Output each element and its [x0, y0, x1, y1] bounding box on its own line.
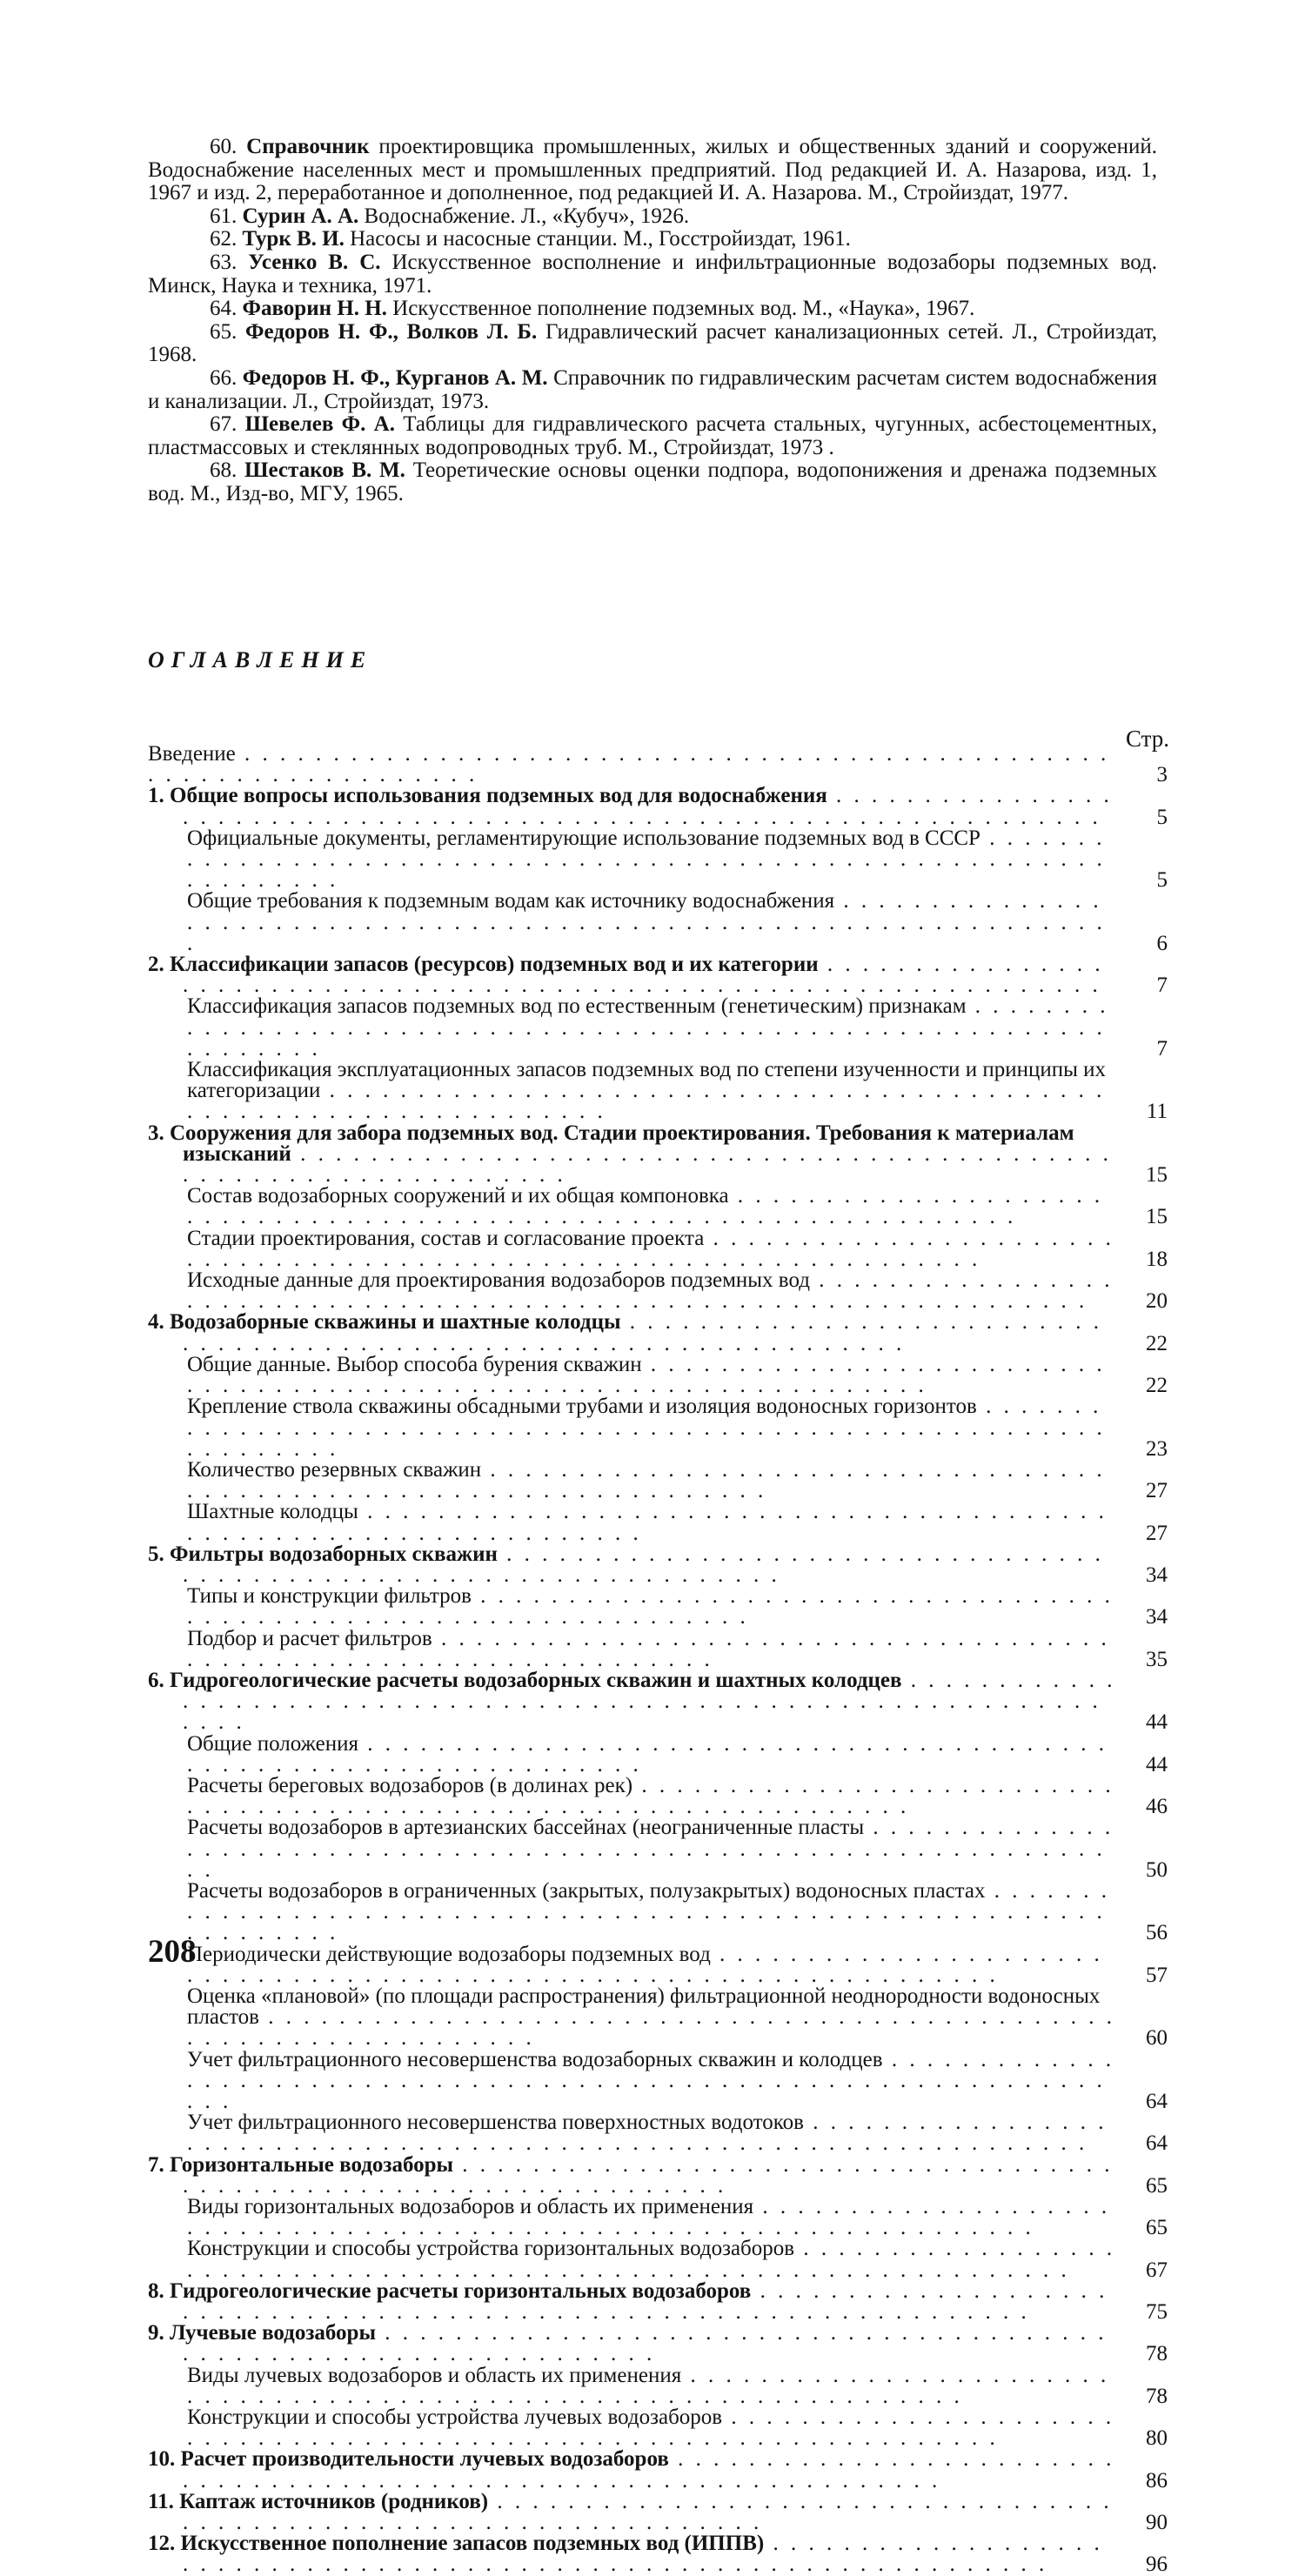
toc-section [148, 891, 1168, 954]
bibliography-list [148, 136, 1157, 506]
toc-chapter [148, 1123, 1168, 1187]
toc-page-number: 27 [1124, 1523, 1168, 1544]
reference-text: Искусственное восполнение и инфильтрационные водозаборы подземных вод. Минск, Наука и техника, 1971. [148, 250, 1157, 298]
toc-section [148, 1626, 1168, 1671]
reference-entry [148, 136, 1157, 205]
reference-text: Справочник по гидравлическим расчетам систем водоснабжения и канализации. Л., Стройиздат, 1973. [148, 365, 1157, 413]
toc-chapter [148, 1670, 1168, 1734]
toc-page-number: 35 [1124, 1649, 1168, 1670]
toc-entry-title: Общие требования к подземным водам как источнику водоснабжения [187, 889, 835, 913]
toc-entry-title: 12. Искусственное пополнение запасов подземных вод (ИППВ) [148, 2532, 765, 2556]
toc-entry-title: Периодически действующие водозаборы подземных вод [187, 1942, 711, 1966]
toc-chapter [148, 2278, 1168, 2325]
toc-entry-title: Оценка «плановой» (по площади распространения) фильтрационной неоднородности водоносных пластов [187, 1984, 1101, 2030]
toc-page-number: 34 [1124, 1565, 1168, 1586]
reference-entry [148, 413, 1157, 459]
toc-entry-title: Классификация запасов подземных вод по естественным (генетическим) признакам [187, 994, 967, 1019]
toc-chapter [148, 954, 1168, 996]
toc-entry-title: 2. Классификации запасов (ресурсов) подземных вод и их категории [148, 953, 819, 977]
toc-entry-title: Расчеты водозаборов в ограниченных (закрытых, полузакрытых) водоносных пластах [187, 1878, 986, 1903]
toc-entry-title: 3. Сооружения для забора подземных вод. Стадии проектирования. Требования к материалам изысканий [148, 1121, 1074, 1166]
reference-text: Гидравлический расчет канализационных сетей. Л., Стройиздат, 1968. [148, 319, 1157, 367]
toc-section [148, 1586, 1168, 1628]
toc-entry-title: Конструкции и способы устройства горизонтальных водозаборов [187, 2237, 795, 2261]
toc-page-number: 60 [1124, 2028, 1168, 2049]
toc-page-number: 75 [1124, 2302, 1168, 2323]
toc-entry-title: Состав водозаборных сооружений и их общая компоновка [187, 1184, 729, 1208]
reference-author: Усенко В. С. [248, 250, 381, 274]
toc-page-number: 64 [1124, 2091, 1168, 2112]
toc-page-number: 18 [1124, 1249, 1168, 1270]
toc-entry-title: Расчеты береговых водозаборов (в долинах рек) [187, 1773, 633, 1797]
toc-section [148, 1817, 1168, 1881]
reference-author: Федоров Н. Ф., Волков Л. Б. [245, 319, 538, 344]
reference-text: Искусственное пополнение подземных вод. М., «Наука», 1967. [386, 297, 975, 321]
dot-leader [187, 2005, 1115, 2050]
toc-chapter [148, 1544, 1168, 1586]
toc-page-number: 80 [1124, 2428, 1168, 2449]
toc-section [148, 1228, 1168, 1270]
toc-section [148, 2365, 1168, 2407]
contents-heading: ОГЛАВЛЕНИЕ [148, 647, 373, 672]
table-of-contents [148, 744, 1168, 2576]
toc-page-number: 65 [1124, 2176, 1168, 2197]
toc-chapter [148, 2449, 1168, 2491]
reference-author: Шевелев Ф. А. [244, 412, 395, 437]
toc-entry-title: Классификация эксплуатационных запасов подземных вод по степени изученности и принципы их категоризации [187, 1058, 1107, 1103]
toc-section [148, 996, 1168, 1060]
toc-section [148, 2047, 1168, 2113]
toc-entry-title: 6. Гидрогеологические расчеты водозаборных скважин и шахтных колодцев [148, 1668, 902, 1692]
toc-page-number: 15 [1124, 1165, 1168, 1186]
toc-page-number: 90 [1124, 2512, 1168, 2533]
reference-author: Справочник [246, 135, 370, 158]
toc-page-number: 96 [1124, 2554, 1168, 2575]
reference-number: 67. [210, 412, 238, 437]
reference-number: 64. [210, 297, 238, 321]
toc-page-number: 64 [1124, 2133, 1168, 2154]
toc-section [148, 1731, 1168, 1776]
reference-author: Сурин А. А. [242, 204, 359, 228]
reference-number: 66. [210, 365, 238, 390]
page-column-header: Стр. [1125, 726, 1169, 752]
toc-page-number: 86 [1124, 2471, 1168, 2492]
toc-section [148, 1060, 1168, 1123]
toc-entry-title: 7. Горизонтальные водозаборы [148, 2152, 454, 2177]
toc-entry-title: Крепление ствола скважины обсадными трубами и изоляция водоносных горизонтов [187, 1395, 977, 1419]
toc-entry-title: Шахтные колодцы [187, 1500, 358, 1524]
toc-section [148, 1502, 1168, 1543]
toc-entry-title: 1. Общие вопросы использования подземных вод для водоснабжения [148, 784, 827, 808]
reference-text: Теоретические основы оценки подпора, водопонижения и дренажа подземных вод. М., Изд-во, МГУ, 1965. [148, 458, 1158, 505]
toc-chapter [148, 2489, 1168, 2535]
toc-intro [148, 744, 1168, 786]
toc-section [148, 2238, 1168, 2280]
reference-entry [148, 298, 1157, 321]
reference-number: 63. [210, 250, 238, 274]
toc-page-number: 56 [1124, 1923, 1168, 1944]
reference-number: 60. [210, 135, 238, 158]
toc-page-number: 27 [1124, 1481, 1168, 1502]
toc-chapter [148, 2533, 1168, 2575]
reference-author: Фаворин Н. Н. [242, 297, 387, 321]
toc-page-number: 15 [1124, 1207, 1168, 1228]
toc-entry-title: Подбор и расчет фильтров [187, 1626, 432, 1650]
reference-entry [148, 205, 1157, 229]
toc-section [148, 2407, 1168, 2449]
reference-entry [148, 251, 1157, 298]
reference-entry [148, 367, 1157, 413]
toc-entry-title: 11. Каптаж источников (родников) [148, 2489, 489, 2513]
toc-page-number: 3 [1124, 765, 1168, 786]
toc-entry-title: 8. Гидрогеологические расчеты горизонтальных водозаборов [148, 2278, 752, 2303]
toc-section [148, 828, 1168, 892]
reference-entry [148, 321, 1157, 367]
reference-text: проектировщика промышленных, жилых и общественных зданий и сооружений. Водоснабжение населенных мест и промышленных предприятий. Под редакцией И. А. Назарова, изд. 1, 1967 и изд. 2, переработанное и дополненное, под редакцией И. А. Назарова. М., Стройиздат, 1977. [148, 135, 1157, 205]
reference-text: Насосы и насосные станции. М., Госстройиздат, 1961. [344, 227, 851, 251]
reference-text: Водоснабжение. Л., «Кубуч», 1926. [358, 204, 690, 228]
reference-author: Шестаков В. М. [244, 458, 405, 483]
toc-section [148, 2112, 1168, 2154]
toc-section [148, 1944, 1168, 1986]
toc-chapter [148, 1312, 1168, 1354]
toc-chapter [148, 2323, 1168, 2365]
toc-entry-title: Общие данные. Выбор способа бурения скважин [187, 1352, 642, 1376]
reference-author: Турк В. И. [242, 227, 345, 251]
toc-section [148, 1352, 1168, 1398]
reference-number: 68. [210, 458, 238, 483]
toc-page-number: 6 [1124, 933, 1168, 954]
toc-entry-title: Стадии проектирования, состав и согласование проекта [187, 1226, 705, 1250]
toc-entry-title: Конструкции и способы устройства лучевых водозаборов [187, 2405, 723, 2430]
page-number: 208 [148, 1934, 197, 1970]
dot-leader [187, 1079, 1105, 1123]
toc-entry-title: 9. Лучевые водозаборы [148, 2321, 376, 2345]
toc-entry-title: Общие положения [187, 1731, 358, 1756]
reference-number: 62. [210, 227, 238, 251]
toc-section [148, 1270, 1168, 1312]
toc-section [148, 1396, 1168, 1460]
toc-page-number: 57 [1124, 1965, 1168, 1986]
reference-number: 65. [210, 319, 238, 344]
toc-page-number: 44 [1124, 1712, 1168, 1733]
toc-page-number: 50 [1124, 1860, 1168, 1881]
toc-entry-title: 10. Расчет производительности лучевых водозаборов [148, 2447, 669, 2472]
reference-number: 61. [210, 204, 238, 228]
toc-page-number: 20 [1124, 1291, 1168, 1312]
toc-section [148, 2197, 1168, 2238]
toc-entry-title: Типы и конструкции фильтров [187, 1584, 472, 1609]
toc-page-number: 78 [1124, 2386, 1168, 2407]
toc-page-number: 5 [1124, 807, 1168, 828]
toc-page-number: 44 [1124, 1755, 1168, 1776]
toc-entry-title: Учет фильтрационного несовершенства поверхностных водотоков [187, 2111, 804, 2135]
toc-page-number: 22 [1124, 1334, 1168, 1355]
toc-section [148, 1878, 1168, 1945]
toc-entry-title: Виды лучевых водозаборов и область их применения [187, 2363, 682, 2387]
toc-page-number: 67 [1124, 2260, 1168, 2281]
toc-page-number: 23 [1124, 1439, 1168, 1460]
toc-section [148, 1986, 1168, 2050]
toc-page-number: 5 [1124, 870, 1168, 891]
toc-section [148, 1773, 1168, 1819]
toc-page-number: 7 [1124, 1039, 1168, 1060]
toc-page-number: 7 [1124, 975, 1168, 996]
toc-entry-title: Учет фильтрационного несовершенства водозаборных скважин и колодцев [187, 2047, 883, 2071]
toc-entry-title: Количество резервных скважин [187, 1457, 482, 1482]
dot-leader [148, 742, 1109, 786]
toc-entry-title: Исходные данные для проектирования водозаборов подземных вод [187, 1268, 810, 1293]
toc-entry-title: Официальные документы, регламентирующие использование подземных вод в СССР [187, 826, 980, 850]
toc-page-number: 11 [1124, 1101, 1168, 1122]
toc-page-number: 78 [1124, 2344, 1168, 2365]
toc-chapter [148, 2152, 1168, 2198]
dot-leader [183, 1142, 1112, 1187]
toc-entry-title: Виды горизонтальных водозаборов и область их применения [187, 2195, 754, 2219]
reference-entry [148, 459, 1157, 505]
toc-section [148, 1186, 1168, 1228]
toc-entry-title: 4. Водозаборные скважины и шахтные колодцы [148, 1310, 621, 1335]
reference-entry [148, 228, 1157, 251]
toc-chapter [148, 786, 1168, 827]
toc-section [148, 1457, 1168, 1503]
reference-text: Таблицы для гидравлического расчета стальных, чугунных, асбестоцементных, пластмассовых и стеклянных водопроводных труб. М., Стройиздат, 1973 . [148, 412, 1158, 459]
toc-page-number: 22 [1124, 1375, 1168, 1396]
toc-page-number: 46 [1124, 1797, 1168, 1817]
toc-page-number: 34 [1124, 1607, 1168, 1628]
toc-page-number: 65 [1124, 2218, 1168, 2238]
toc-entry-title: Введение [148, 742, 236, 766]
toc-entry-title: Расчеты водозаборов в артезианских бассейнах (неограниченные пласты [187, 1816, 865, 1840]
toc-entry-title: 5. Фильтры водозаборных скважин [148, 1542, 498, 1566]
reference-author: Федоров Н. Ф., Курганов А. М. [242, 365, 548, 390]
